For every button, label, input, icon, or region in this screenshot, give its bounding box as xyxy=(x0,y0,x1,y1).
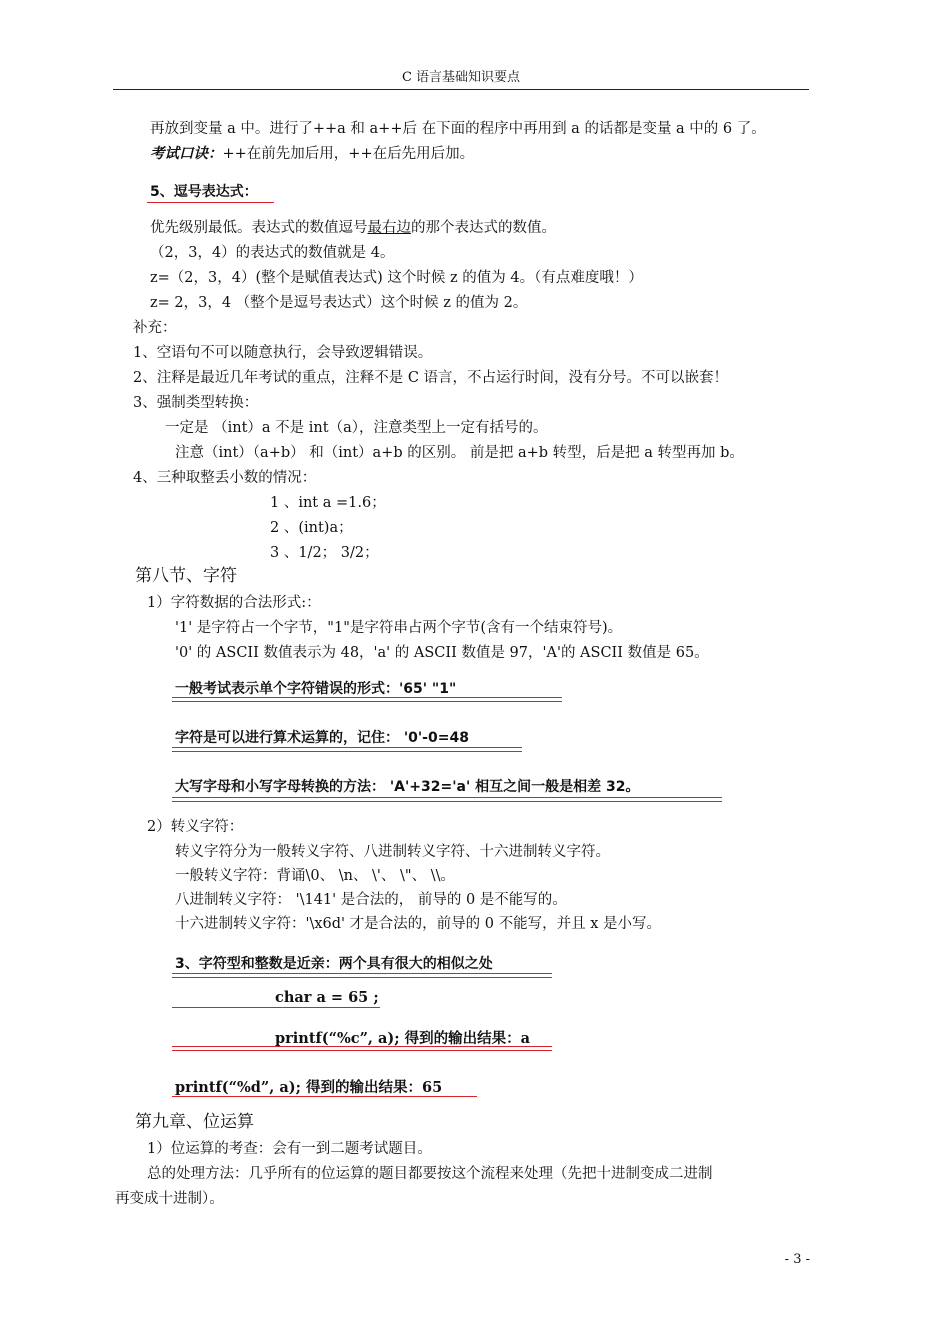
code-line: printf(“%c”, a); 得到的输出结果：a xyxy=(275,1030,531,1047)
text-line: 2、注释是最近几年考试的重点，注释不是 C 语言，不占运行时间，没有分号。不可以嵌套！ xyxy=(133,370,729,386)
text-line: 再放到变量 a 中。进行了++a 和 a++后 在下面的程序中再用到 a 的话都是变量 a 中的 6 了。 xyxy=(150,121,766,137)
text-line: 3 、1/2； 3/2； xyxy=(270,545,379,561)
text-line: 补充： xyxy=(133,320,177,336)
text-line: 转义字符分为一般转义字符、八进制转义字符、十六进制转义字符。 xyxy=(175,844,610,860)
text-line: z=（2，3，4）(整个是赋值表达式) 这个时候 z 的值为 4。（有点难度哦！） xyxy=(150,270,643,286)
highlight-underline xyxy=(172,697,562,698)
text-line: '1' 是字符占一个字节，"1"是字符串占两个字节(含有一个结束符号)。 xyxy=(175,620,623,636)
text-line: 十六进制转义字符：'\x6d' 才是合法的，前导的 0 不能写，并且 x 是小写。 xyxy=(175,916,661,932)
text-line: 八进制转义字符： '\141' 是合法的， 前导的 0 是不能写的。 xyxy=(175,892,567,908)
section-title: 第九章、位运算 xyxy=(135,1112,254,1132)
highlight-underline xyxy=(172,1096,477,1097)
text-line xyxy=(150,145,474,163)
text-line: z= 2，3，4 （整个是逗号表达式）这个时候 z 的值为 2。 xyxy=(150,295,528,311)
text-line: 3、强制类型转换： xyxy=(133,395,259,411)
highlight-underline xyxy=(172,801,722,802)
text-span: 的那个表达式的数值。 xyxy=(411,220,556,236)
highlight-underline xyxy=(172,1046,552,1047)
exam-tip-text: ++在前先加后用，++在后先用后加。 xyxy=(222,146,475,162)
text-line: 一般转义字符：背诵\0、 \n、 \'、 \"、 \\。 xyxy=(175,868,455,884)
header-divider xyxy=(113,89,809,90)
highlight-line: 3、字符型和整数是近亲：两个具有很大的相似之处 xyxy=(175,956,493,972)
text-line: 再变成十进制）。 xyxy=(115,1191,224,1207)
text-line: 1、空语句不可以随意执行，会导致逻辑错误。 xyxy=(133,345,433,361)
section-heading: 5、逗号表达式： xyxy=(150,184,258,200)
text-line: '0' 的 ASCII 数值表示为 48，'a' 的 ASCII 数值是 97，'A'的 ASCII 数值是 65。 xyxy=(175,645,709,661)
text-span: 优先级别最低。表达式的数值逗号 xyxy=(150,220,368,236)
highlight-underline xyxy=(172,973,552,974)
exam-tip-label: 考试口诀： xyxy=(150,145,223,162)
text-line: 4、三种取整丢小数的情况： xyxy=(133,470,317,486)
text-line: （2，3，4）的表达式的数值就是 4。 xyxy=(150,245,395,261)
section-title: 第八节、字符 xyxy=(135,566,237,586)
page-number: - 3 - xyxy=(784,1252,810,1267)
highlight-line: 一般考试表示单个字符错误的形式：'65' "1" xyxy=(175,681,457,697)
text-line: 2 、(int)a； xyxy=(270,520,353,536)
text-line xyxy=(150,219,556,237)
highlight-underline xyxy=(172,751,522,752)
highlight-underline xyxy=(172,1007,380,1008)
text-line: 1）字符数据的合法形式:： xyxy=(147,595,321,611)
text-line: 总的处理方法：几乎所有的位运算的题目都要按这个流程来处理（先把十进制变成二进制 xyxy=(147,1166,713,1182)
code-line: printf(“%d”, a); 得到的输出结果：65 xyxy=(175,1079,443,1096)
highlight-underline xyxy=(172,701,562,702)
code-line: char a = 65 ; xyxy=(275,989,379,1006)
page-header-title: C 语言基础知识要点 xyxy=(401,70,521,85)
text-line: 2）转义字符： xyxy=(147,819,244,835)
highlight-line: 字符是可以进行算术运算的，记住： '0'-0=48 xyxy=(175,730,469,746)
highlight-line: 大写字母和小写字母转换的方法： 'A'+32='a' 相互之间一般是相差 32。 xyxy=(175,779,640,795)
text-line: 注意（int）（a+b） 和（int）a+b 的区别。 前是把 a+b 转型，后是把 a 转型再加 b。 xyxy=(175,445,744,461)
underlined-text: 最右边 xyxy=(367,220,411,236)
text-line: 1）位运算的考查：会有一到二题考试题目。 xyxy=(147,1141,432,1157)
text-line: 1 、int a =1.6； xyxy=(270,495,386,511)
text-line: 一定是 （int）a 不是 int（a），注意类型上一定有括号的。 xyxy=(165,420,548,436)
heading-underline xyxy=(147,202,274,203)
highlight-underline xyxy=(172,1050,552,1051)
highlight-underline xyxy=(172,747,522,748)
highlight-underline xyxy=(172,977,552,978)
highlight-underline xyxy=(172,797,722,798)
